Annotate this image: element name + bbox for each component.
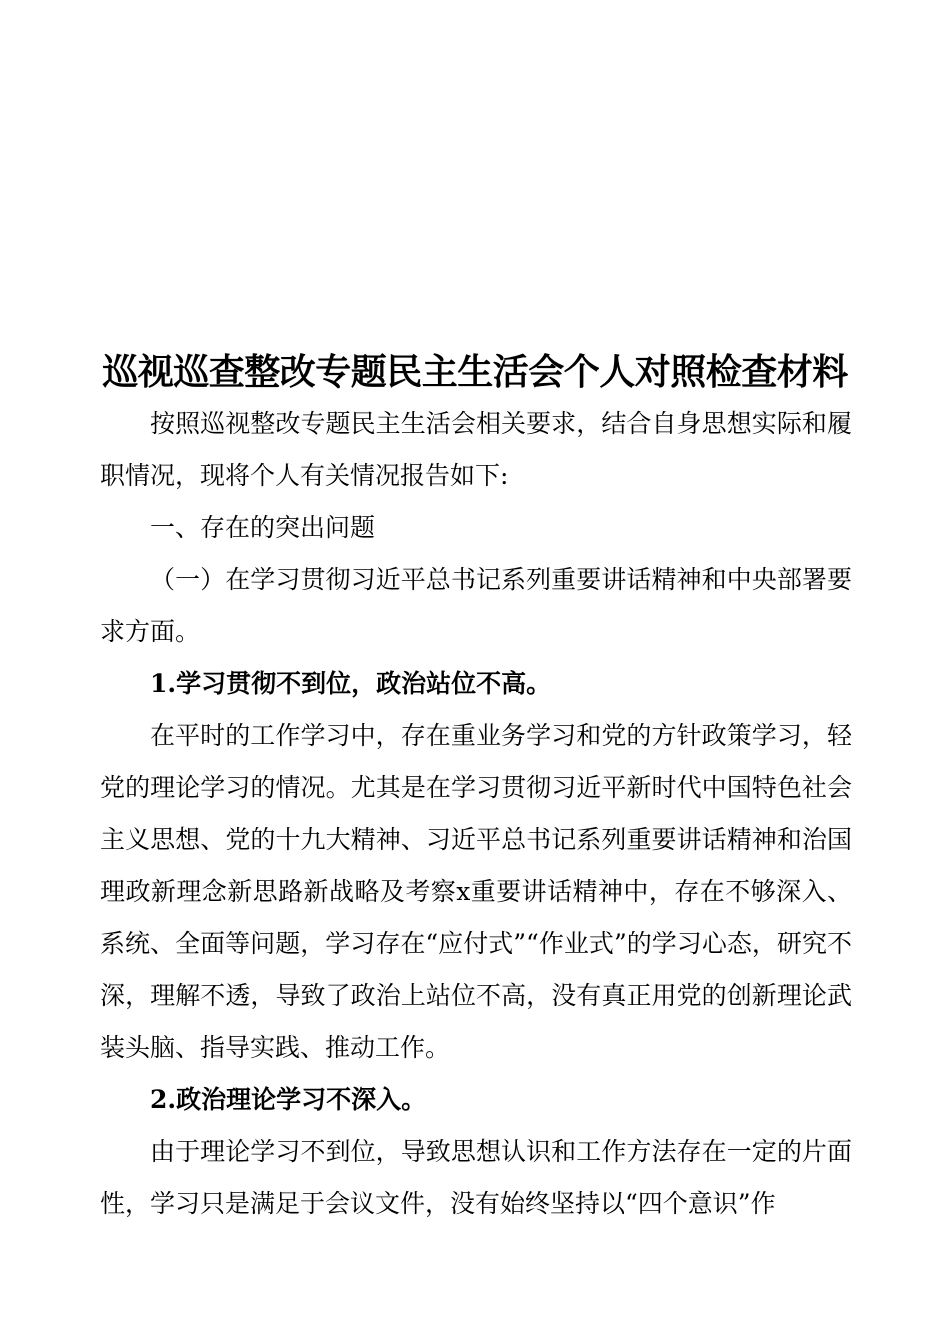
item-body-1: 在平时的工作学习中，存在重业务学习和党的方针政策学习，轻党的理论学习的情况。尤其是在学习贯彻习近平新时代中国特色社会主义思想、党的十九大精神、习近平总书记系列重要讲话精神和治国理政新理念新思路新战略及考察x重要讲话精神中，存在不够深入、系统、全面等问题，学习存在“应付式”“作业式”的学习心态，研究不深，理解不透，导致了政治上站位不高，没有真正用党的创新理论武装头脑、指导实践、推动工作。	[100, 721, 852, 1062]
document-title: 巡视巡查整改专题民主生活会个人对照检查材料	[102, 351, 848, 393]
section-heading-1: 一、存在的突出问题	[150, 513, 376, 542]
item-heading-1: 1.学习贯彻不到位，政治站位不高。	[150, 669, 552, 698]
intro-paragraph: 按照巡视整改专题民主生活会相关要求，结合自身思想实际和履职情况，现将个人有关情况报告如下:	[100, 409, 852, 490]
subsection-heading-1: （一）在学习贯彻习近平总书记系列重要讲话精神和中央部署要求方面。	[100, 565, 852, 646]
item-heading-2: 2.政治理论学习不深入。	[150, 1085, 427, 1114]
item-body-2: 由于理论学习不到位，导致思想认识和工作方法存在一定的片面性，学习只是满足于会议文件，没有始终坚持以“四个意识”作	[100, 1137, 852, 1218]
document-body	[100, 398, 852, 1230]
